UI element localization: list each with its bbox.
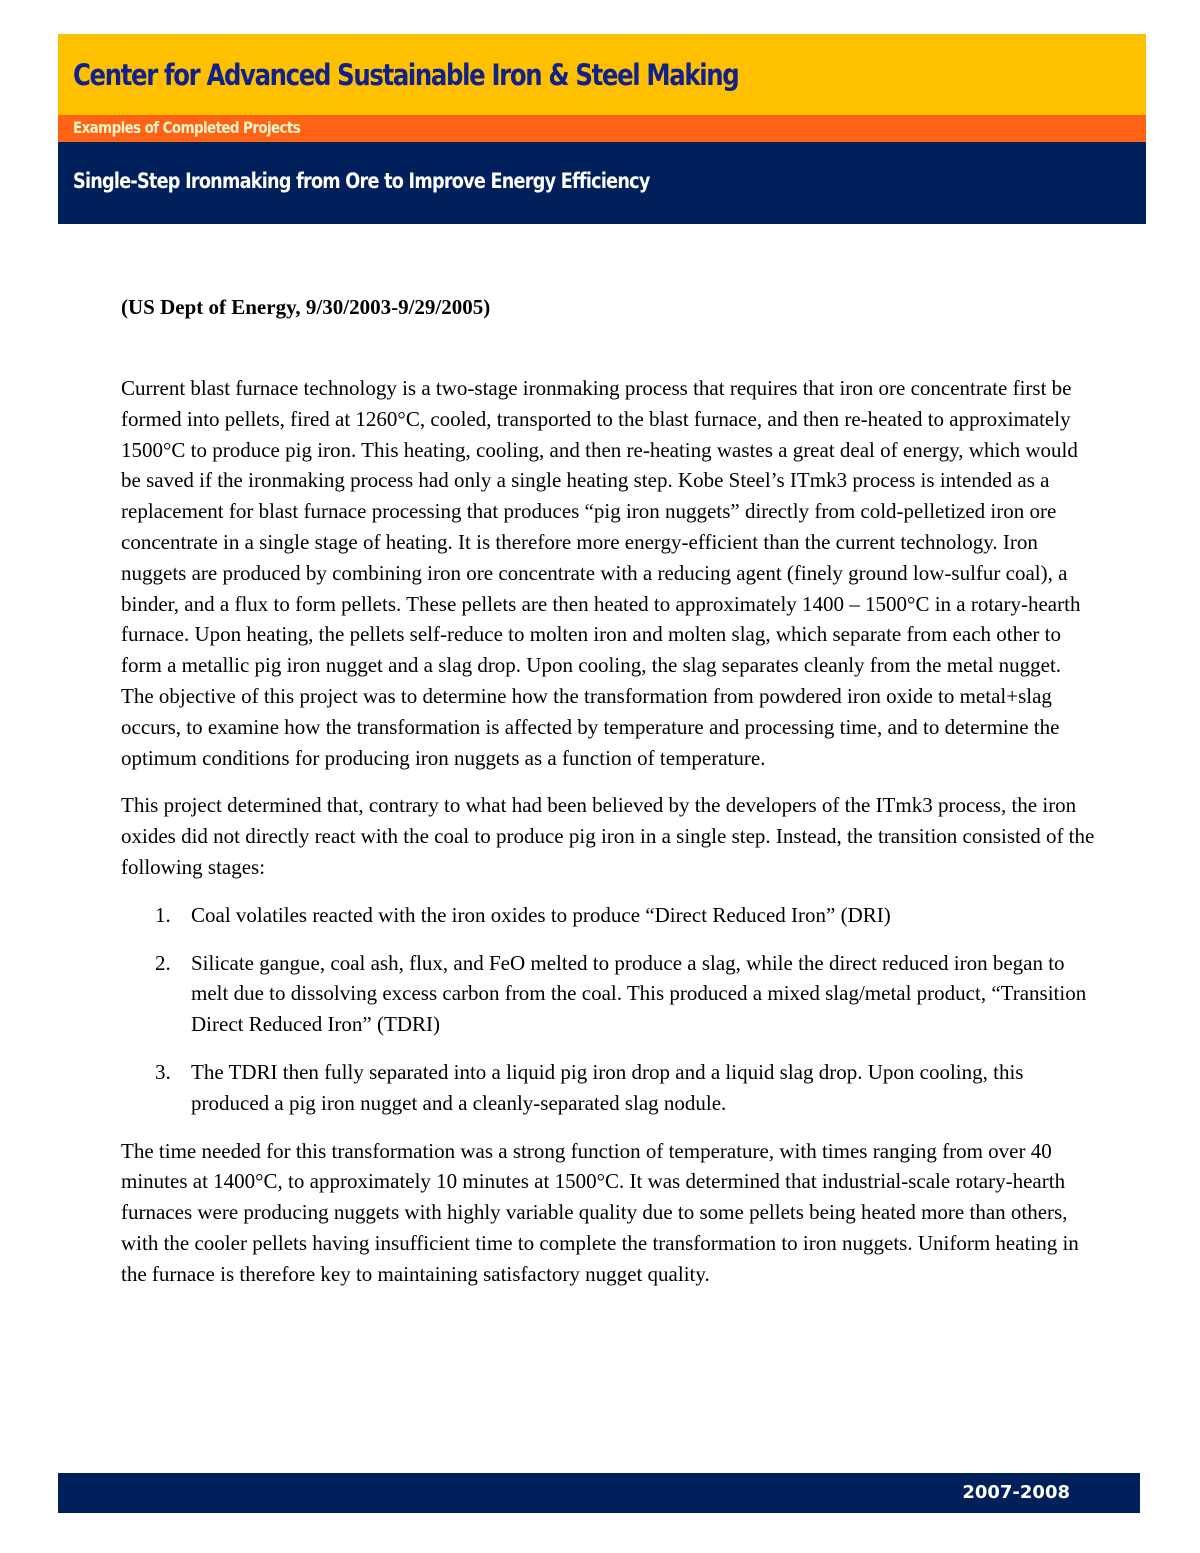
body-content — [121, 373, 1096, 1307]
paragraph-conclusion: The time needed for this transformation was a strong function of temperature, with times ranging from over 40 minutes at 1400°C, to approximately 10 minutes at 1500°C. It was determined that industrial-scale rotary-hearth furnaces were producing nuggets with highly variable quality due to some pellets being heated more than others, with the cooler pellets having insufficient time to complete the transformation to iron nuggets. Uniform heating in the furnace is therefore key to maintaining satisfactory nugget quality. — [121, 1138, 1079, 1286]
stages-list — [121, 900, 1096, 1119]
stage-text: Silicate gangue, coal ash, flux, and FeO melted to produce a slag, while the direct reduced iron began to melt due to dissolving excess carbon from the coal. This produced a mixed slag/metal product, “Transition Direct Reduced Iron” (TDRI) — [191, 950, 1087, 1037]
section-subtitle: Examples of Completed Projects — [73, 118, 301, 137]
header-subtitle-band — [58, 115, 1146, 142]
stage-item — [121, 1057, 1096, 1119]
paragraph-intro: Current blast furnace technology is a two-stage ironmaking process that requires that iron ore concentrate first be formed into pellets, fired at 1260°C, cooled, transported to the blast furnace, and then re-heated to approximately 1500°C to produce pig iron. This heating, cooling, and then re-heating wastes a great deal of energy, which would be saved if the ironmaking process had only a single heating step. Kobe Steel’s ITmk3 process is intended as a replacement for blast furnace processing that produces “pig iron nuggets” directly from cold-pelletized iron ore concentrate in a single stage of heating. It is therefore more energy-efficient than the current technology. Iron nuggets are produced by combining iron ore concentrate with a reducing agent (finely ground low-sulfur coal), a binder, and a flux to form pellets. These pellets are then heated to approximately 1400 – 1500°C in a rotary-hearth furnace. Upon heating, the pellets self-reduce to molten iron and molten slag, which separate from each other to form a metallic pig iron nugget and a slag drop. Upon cooling, the slag separates cleanly from the metal nugget. The objective of this project was to determine how the transformation from powdered iron oxide to metal+slag occurs, to examine how the transformation is affected by temperature and processing time, and to determine the optimum conditions for producing iron nuggets as a function of temperature. — [121, 376, 1081, 770]
header-title-band — [58, 34, 1146, 115]
stage-number: 2. — [155, 950, 171, 975]
sponsor-line: (US Dept of Energy, 9/30/2003-9/29/2005) — [121, 295, 491, 319]
footer-year: 2007-2008 — [962, 1482, 1070, 1503]
stage-number: 3. — [155, 1059, 171, 1084]
stage-item — [121, 948, 1096, 1040]
stage-text: The TDRI then fully separated into a liquid pig iron drop and a liquid slag drop. Upon cooling, this produced a pig iron nugget and a cleanly-separated slag nodule. — [191, 1059, 1024, 1115]
paragraph-findings: This project determined that, contrary to what had been believed by the developers of the ITmk3 process, the iron oxides did not directly react with the coal to produce pig iron in a single step. Instead, the transition consisted of the following stages: — [121, 793, 1095, 879]
footer-band — [58, 1473, 1140, 1513]
stage-item — [121, 900, 1096, 931]
center-title: Center for Advanced Sustainable Iron & Steel Making — [73, 58, 739, 92]
stage-number: 1. — [155, 902, 171, 927]
project-title: Single-Step Ironmaking from Ore to Improve Energy Efficiency — [73, 169, 650, 193]
stage-text: Coal volatiles reacted with the iron oxides to produce “Direct Reduced Iron” (DRI) — [191, 902, 891, 927]
project-title-band — [58, 142, 1146, 224]
